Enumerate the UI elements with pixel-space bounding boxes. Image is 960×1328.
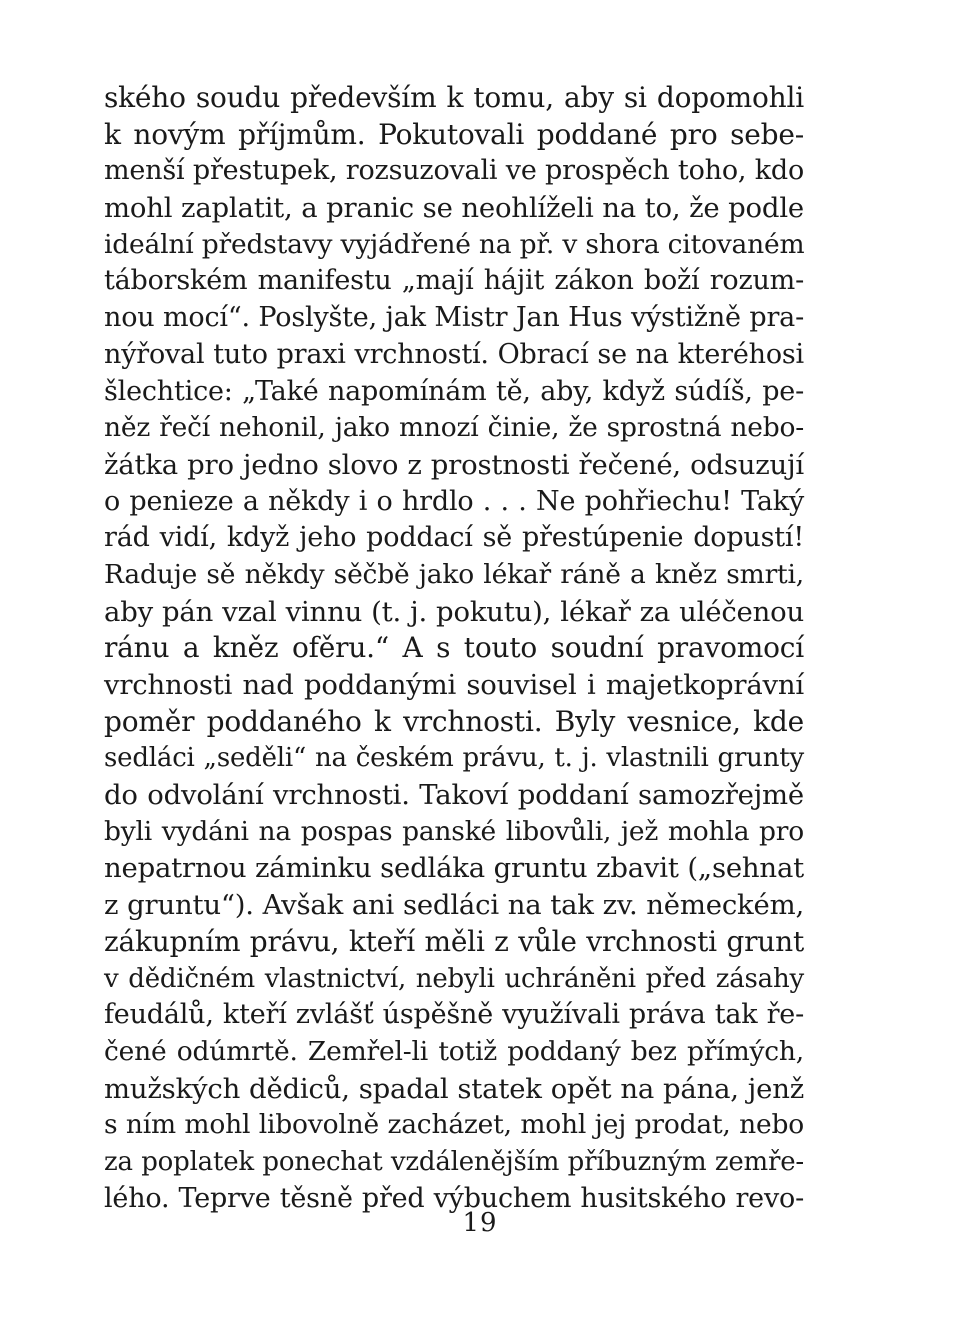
text-line: menší přestupek, rozsuzovali ve prospěch toho, kdo <box>104 155 804 187</box>
text-line: ského soudu především k tomu, aby si dopomohli <box>104 81 804 114</box>
text-line: mohl zaplatit, a pranic se neohlíželi na to, že podle <box>104 192 804 225</box>
text-line: do odvolání vrchnosti. Takoví poddaní samozřejmě <box>104 779 804 812</box>
text-line: zákupním právu, kteří měli z vůle vrchnosti grunt <box>104 924 804 958</box>
text-line: něz řečí nehonil, jako mnozí činie, že sprostná nebo- <box>104 412 804 444</box>
text-line: feudálů, kteří zvlášť úspěšně využívali práva tak ře- <box>104 999 804 1031</box>
text-line: nepatrnou záminku sedláka gruntu zbavit („sehnat <box>104 852 804 885</box>
body-text <box>104 80 804 1217</box>
text-line: ideální představy vyjádřené na př. v shora citovaném <box>104 228 805 260</box>
text-line: z gruntu“). Avšak ani sedláci na tak zv. německém, <box>104 889 804 922</box>
text-line: šlechtice: „Také napomínám tě, aby, když súdíš, pe- <box>104 375 804 407</box>
text-line: čené odúmrtě. Zemřel-li totiž poddaný bez přímých, <box>104 1035 804 1067</box>
text-line: vrchnosti nad poddanými souvisel i majetkoprávní <box>104 669 804 701</box>
text-line: nýřoval tuto praxi vrchností. Obrací se na kteréhosi <box>104 338 804 370</box>
text-line: táborském manifestu „mají hájit zákon boží rozum- <box>104 265 804 297</box>
page-number: 19 <box>462 1208 498 1238</box>
text-line: k novým příjmům. Pokutovali poddané pro sebe- <box>104 117 804 151</box>
text-line: sedláci „seděli“ na českém právu, t. j. vlastnili grunty <box>104 743 804 774</box>
text-line: mužských dědiců, spadal statek opět na pána, jenž <box>104 1072 804 1105</box>
text-line: ránu a kněz ofěru.“ A s touto soudní pravomocí <box>104 631 804 665</box>
text-line: Raduje sě někdy sěčbě jako lékař ráně a kněz smrti, <box>104 558 804 590</box>
text-line: s ním mohl libovolně zacházet, mohl jej prodat, nebo <box>104 1109 804 1141</box>
text-line: rád vidí, když jeho poddací sě přestúpenie dopustí! <box>104 522 804 554</box>
text-line: o penieze a někdy i o hrdlo . . . Ne pohřiechu! Taký <box>104 485 804 517</box>
text-line: poměr poddaného k vrchnosti. Byly vesnice, kde <box>104 704 804 738</box>
text-line: byli vydáni na pospas panské libovůli, jež mohla pro <box>104 815 804 847</box>
text-line: nou mocí“. Poslyšte, jak Mistr Jan Hus výstižně pra- <box>104 302 804 334</box>
text-line: aby pán vzal vinnu (t. j. pokutu), lékař za uléčenou <box>104 595 804 628</box>
text-line: za poplatek ponechat vzdálenějším příbuzným zemře- <box>104 1146 804 1177</box>
text-line: žátka pro jedno slovo z prostnosti řečené, odsuzují <box>104 448 804 481</box>
text-line: lého. Teprve těsně před výbuchem husitského revo- <box>104 1182 804 1214</box>
text-line: v dědičném vlastnictví, nebyli uchráněni před zásahy <box>104 963 804 994</box>
